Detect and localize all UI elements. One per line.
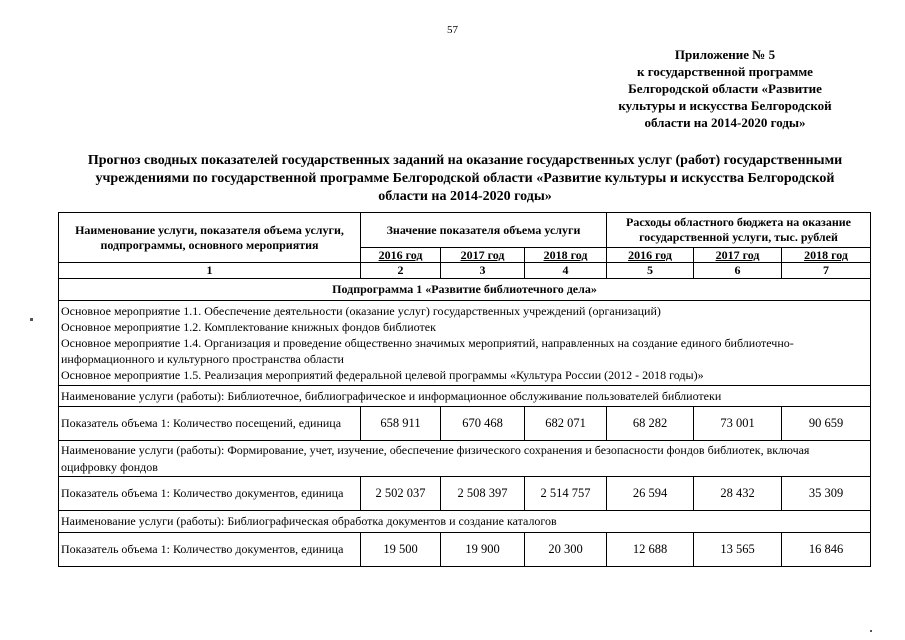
- value-cell: 2 508 397: [441, 477, 525, 511]
- scan-speck: [30, 318, 33, 321]
- service-name: Наименование услуги (работы): Библиотечное, библиографическое и информационное обслуживание пользователей библиотеки: [59, 386, 871, 407]
- column-number: 3: [441, 263, 525, 279]
- indicator-row: [59, 407, 871, 441]
- indicator-label: Показатель объема 1: Количество документов, единица: [59, 533, 361, 567]
- value-cell: 2 502 037: [361, 477, 441, 511]
- value-cell: 19 500: [361, 533, 441, 567]
- year-cell: 2016 год: [361, 248, 441, 263]
- service-row: [59, 511, 871, 533]
- appendix-heading: [600, 46, 850, 131]
- value-cell: 2 514 757: [525, 477, 607, 511]
- expense-cell: 13 565: [694, 533, 782, 567]
- appendix-line: Приложение № 5: [674, 47, 776, 62]
- year-cell: 2016 год: [607, 248, 694, 263]
- activities-cell: [59, 301, 871, 386]
- column-number: 1: [59, 263, 361, 279]
- header-col1: Наименование услуги, показателя объема услуги, подпрограммы, основного мероприятия: [59, 213, 361, 263]
- appendix-line: культуры и искусства Белгородской: [618, 98, 832, 113]
- appendix-line: области на 2014-2020 годы»: [644, 115, 806, 130]
- expense-cell: 90 659: [782, 407, 871, 441]
- indicator-label: Показатель объема 1: Количество документов, единица: [59, 477, 361, 511]
- indicator-row: [59, 533, 871, 567]
- indicators-table: [58, 212, 871, 567]
- expense-cell: 28 432: [694, 477, 782, 511]
- title-line: Прогноз сводных показателей государственных заданий на оказание государственных услуг (работ) государственными: [87, 153, 843, 168]
- title-line: учреждениями по государственной программе Белгородской области «Развитие культуры и искусства Белгородской: [95, 171, 835, 186]
- indicator-row: [59, 477, 871, 511]
- value-cell: 19 900: [441, 533, 525, 567]
- header-expenses-group: Расходы областного бюджета на оказание государственной услуги, тыс. рублей: [607, 213, 871, 248]
- year-cell: 2017 год: [441, 248, 525, 263]
- expense-cell: 16 846: [782, 533, 871, 567]
- column-number: 7: [782, 263, 871, 279]
- year-cell: 2018 год: [782, 248, 871, 263]
- activity-item: Основное мероприятие 1.2. Комплектование книжных фондов библиотек: [61, 320, 436, 334]
- subprogram-row: [59, 279, 871, 301]
- column-number: 2: [361, 263, 441, 279]
- page-number: 57: [447, 24, 458, 36]
- activity-item: Основное мероприятие 1.5. Реализация мероприятий федеральной целевой программы «Культура России (2012 - 2018 годы)»: [61, 368, 704, 382]
- indicator-label: Показатель объема 1: Количество посещений, единица: [59, 407, 361, 441]
- activity-item: Основное мероприятие 1.1. Обеспечение деятельности (оказание услуг) государственных учреждений (организаций): [61, 304, 661, 318]
- scan-speck: [870, 630, 872, 632]
- column-number: 6: [694, 263, 782, 279]
- document-title: [55, 152, 875, 206]
- year-cell: 2018 год: [525, 248, 607, 263]
- header-values-group: Значение показателя объема услуги: [361, 213, 607, 248]
- activity-item: Основное мероприятие 1.4. Организация и проведение общественно значимых мероприятий, направленных на создание единого библиотечно-информационного и культурного пространства области: [61, 336, 794, 366]
- service-name: Наименование услуги (работы): Библиографическая обработка документов и создание каталогов: [59, 511, 871, 533]
- expense-cell: 35 309: [782, 477, 871, 511]
- value-cell: 20 300: [525, 533, 607, 567]
- header-row: [59, 213, 871, 248]
- value-cell: 670 468: [441, 407, 525, 441]
- column-number-row: [59, 263, 871, 279]
- value-cell: 682 071: [525, 407, 607, 441]
- appendix-line: Белгородской области «Развитие: [628, 81, 822, 96]
- title-line: области на 2014-2020 годы»: [378, 189, 552, 204]
- activities-row: [59, 301, 871, 386]
- column-number: 5: [607, 263, 694, 279]
- value-cell: 658 911: [361, 407, 441, 441]
- subprogram-title: Подпрограмма 1 «Развитие библиотечного дела»: [59, 279, 871, 301]
- expense-cell: 73 001: [694, 407, 782, 441]
- service-name: Наименование услуги (работы): Формирование, учет, изучение, обеспечение физического сохранения и безопасности фондов библиотек, включая оцифровку фондов: [59, 441, 871, 477]
- expense-cell: 26 594: [607, 477, 694, 511]
- expense-cell: 68 282: [607, 407, 694, 441]
- service-row: [59, 386, 871, 407]
- service-row: [59, 441, 871, 477]
- year-cell: 2017 год: [694, 248, 782, 263]
- expense-cell: 12 688: [607, 533, 694, 567]
- appendix-line: к государственной программе: [637, 64, 813, 79]
- column-number: 4: [525, 263, 607, 279]
